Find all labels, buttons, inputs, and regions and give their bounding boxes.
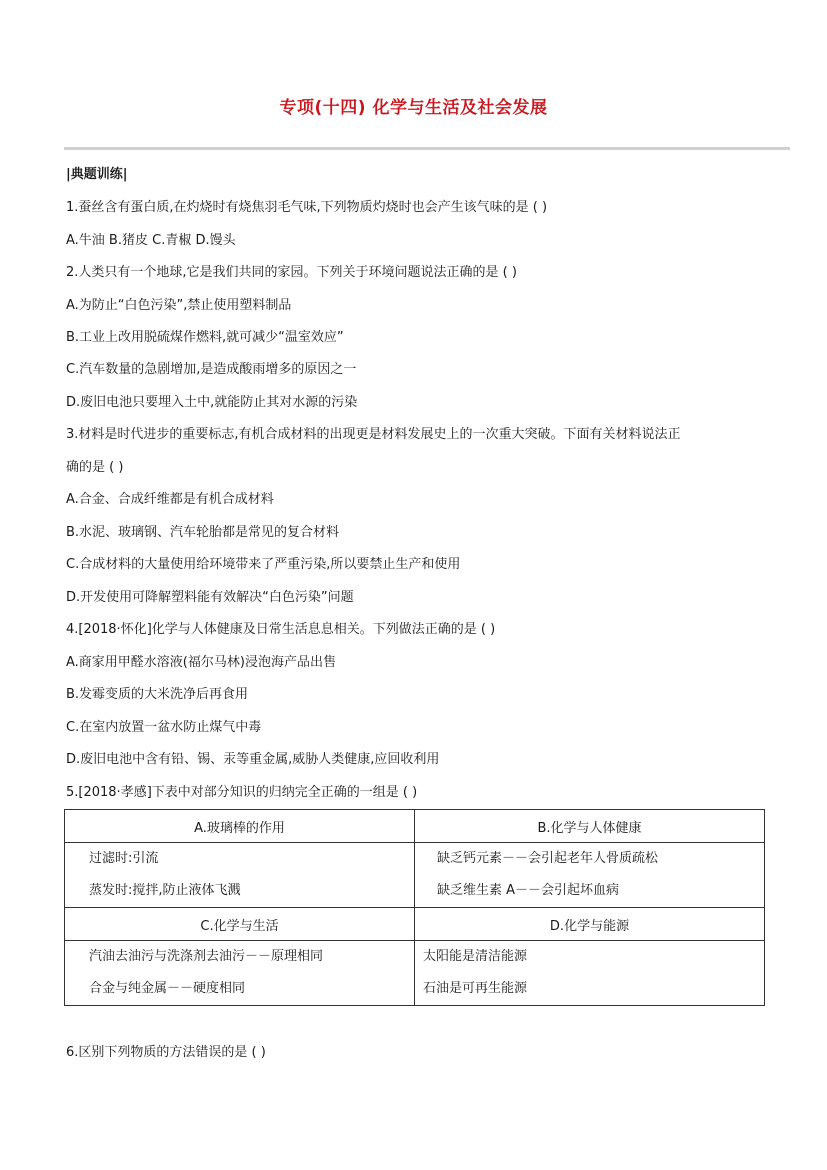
table-head-a: A.玻璃棒的作用 <box>65 810 415 843</box>
question-4-option-a: A.商家用甲醛水溶液(福尔马林)浸泡海产品出售 <box>66 655 336 670</box>
table-c-line-1: 汽油去油污与洗涤剂去油污－－原理相同 <box>89 949 324 964</box>
question-3-continued: 确的是 ( ) <box>66 460 124 475</box>
table-cell-d <box>415 941 765 1006</box>
table-head-c: C.化学与生活 <box>65 908 415 941</box>
question-2-option-b: B.工业上改用脱硫煤作燃料,就可减少“温室效应” <box>66 330 344 345</box>
table-c-line-2: 合金与纯金属－－硬度相同 <box>89 981 246 996</box>
question-4-option-d: D.废旧电池中含有铅、锡、汞等重金属,威胁人类健康,应回收利用 <box>66 752 440 767</box>
title-divider <box>64 147 790 150</box>
table-d-line-2: 石油是可再生能源 <box>423 981 528 996</box>
question-4: 4.[2018·怀化]化学与人体健康及日常生活息息相关。下列做法正确的是 ( ) <box>66 622 496 637</box>
page-title: 专项(十四) 化学与生活及社会发展 <box>279 98 548 118</box>
question-5: 5.[2018·孝感]下表中对部分知识的归纳完全正确的一组是 ( ) <box>66 785 418 800</box>
section-heading: |典题训练| <box>66 167 128 182</box>
table-cell-b <box>415 843 765 908</box>
question-3-option-b: B.水泥、玻璃钢、汽车轮胎都是常见的复合材料 <box>66 525 340 540</box>
table-head-d: D.化学与能源 <box>415 908 765 941</box>
question-2-option-a: A.为防止“白色污染”,禁止使用塑料制品 <box>66 298 292 313</box>
question-4-option-b: B.发霉变质的大米洗净后再食用 <box>66 687 249 702</box>
question-4-option-c: C.在室内放置一盆水防止煤气中毒 <box>66 720 262 735</box>
question-6: 6.区别下列物质的方法错误的是 ( ) <box>66 1045 266 1060</box>
table-a-line-2: 蒸发时:搅拌,防止液体飞溅 <box>89 883 241 898</box>
table-b-line-2: 缺乏维生素 A－－会引起坏血病 <box>437 883 620 898</box>
table-head-b: B.化学与人体健康 <box>415 810 765 843</box>
question-1: 1.蚕丝含有蛋白质,在灼烧时有烧焦羽毛气味,下列物质灼烧时也会产生该气味的是 ( ) <box>66 200 548 215</box>
question-3: 3.材料是时代进步的重要标志,有机合成材料的出现更是材料发展史上的一次重大突破。下面有关材料说法正 <box>66 427 681 442</box>
question-2: 2.人类只有一个地球,它是我们共同的家园。下列关于环境问题说法正确的是 ( ) <box>66 265 517 280</box>
table-d-line-1: 太阳能是清洁能源 <box>423 949 528 964</box>
question-3-option-d: D.开发使用可降解塑料能有效解决“白色污染”问题 <box>66 590 354 605</box>
table-b-line-1: 缺乏钙元素－－会引起老年人骨质疏松 <box>437 851 659 866</box>
knowledge-table <box>64 809 765 1006</box>
question-1-options: A.牛油 B.猪皮 C.青椒 D.馒头 <box>66 233 236 248</box>
table-a-line-1: 过滤时:引流 <box>89 851 159 866</box>
table-cell-a <box>65 843 415 908</box>
question-2-option-c: C.汽车数量的急剧增加,是造成酸雨增多的原因之一 <box>66 362 357 377</box>
question-2-option-d: D.废旧电池只要埋入土中,就能防止其对水源的污染 <box>66 395 358 410</box>
table-cell-c <box>65 941 415 1006</box>
question-3-option-c: C.合成材料的大量使用给环境带来了严重污染,所以要禁止生产和使用 <box>66 557 461 572</box>
question-3-option-a: A.合金、合成纤维都是有机合成材料 <box>66 492 274 507</box>
